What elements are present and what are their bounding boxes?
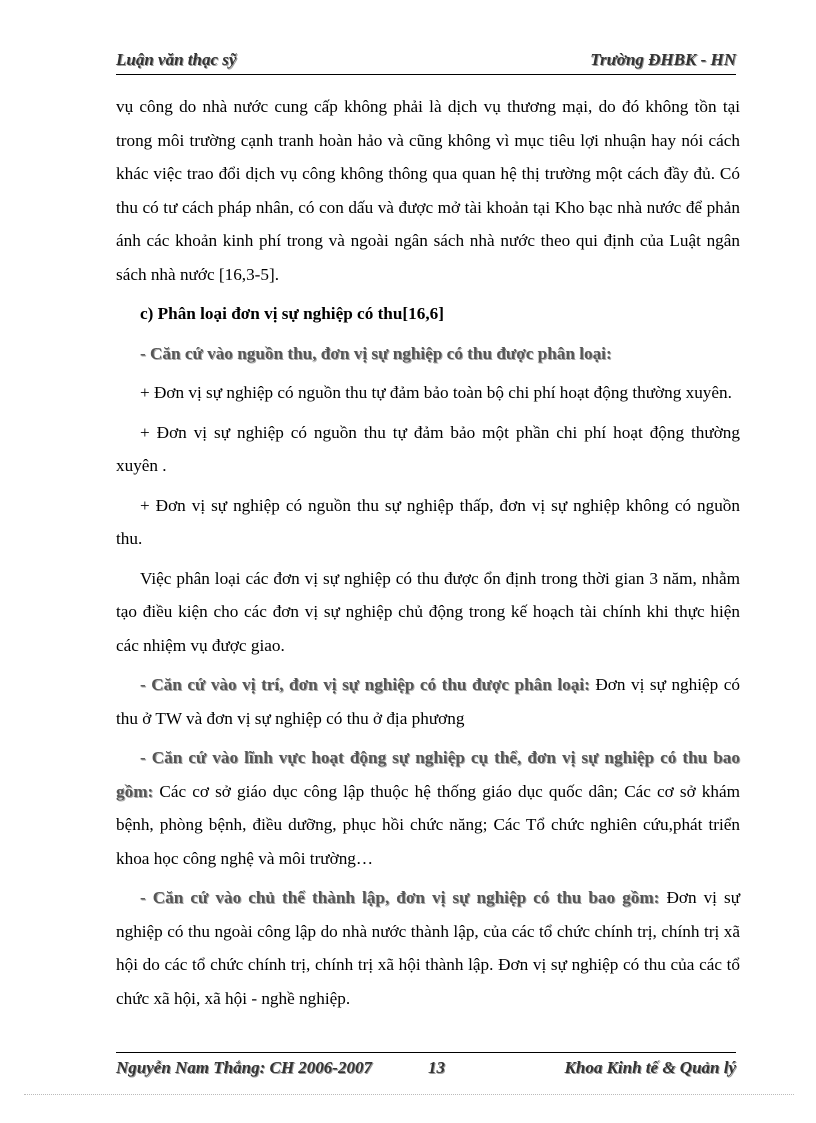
page-bottom-divider — [24, 1094, 794, 1095]
paragraph-5: + Đơn vị sự nghiệp có nguồn thu sự nghiệp thấp, đơn vị sự nghiệp không có nguồn thu. — [116, 495, 740, 548]
paragraph-7 — [116, 668, 740, 735]
criterion-field: - Căn cứ vào lĩnh vực hoạt động sự nghiệp cụ thể, đơn vị sự nghiệp có thu bao gồm: — [116, 748, 740, 801]
footer-author: Nguyễn Nam Thắng: CH 2006-2007 — [116, 1058, 372, 1077]
paragraph-9 — [116, 881, 740, 1015]
paragraph-4: + Đơn vị sự nghiệp có nguồn thu tự đảm bảo một phần chi phí hoạt động thường xuyên . — [116, 422, 740, 475]
paragraph-3: + Đơn vị sự nghiệp có nguồn thu tự đảm bảo toàn bộ chi phí hoạt động thường xuyên. — [140, 383, 732, 402]
criterion-founder: - Căn cứ vào chủ thể thành lập, đơn vị sự nghiệp có thu bao gồm: — [140, 888, 660, 907]
footer-department: Khoa Kinh tế & Quản lý — [564, 1058, 736, 1077]
paragraph-9-text: Đơn vị sự nghiệp có thu ngoài công lập do nhà nước thành lập, của các tổ chức chính trị, chính trị xã hội do các tổ chức chính trị, chính trị xã hội thành lập. Đơn vị sự nghiệp có thu của các tổ chức xã hội, xã hội - nghề nghiệp. — [116, 888, 741, 1008]
paragraph-8 — [116, 741, 740, 875]
paragraph-1: vụ công do nhà nước cung cấp không phải là dịch vụ thương mại, do đó không tồn tại trong môi trường cạnh tranh hoàn hảo và cũng không vì mục tiêu lợi nhuận hay nói cách khác việc trao đổi dịch vụ công không thông qua quan hệ thị trường một cách đầy đủ. Có thu có tư cách pháp nhân, có con dấu và được mở tài khoản tại Kho bạc nhà nước để phản ánh các khoản kinh phí trong và ngoài ngân sách nhà nước theo qui định của Luật ngân sách nhà nước [16,3-5]. — [116, 97, 740, 284]
paragraph-7-text: Đơn vị sự nghiệp có thu ở TW và đơn vị sự nghiệp có thu ở địa phương — [116, 675, 740, 728]
paragraph-6: Việc phân loại các đơn vị sự nghiệp có thu được ổn định trong thời gian 3 năm, nhằm tạo điều kiện cho các đơn vị sự nghiệp chủ động trong kế hoạch tài chính khi thực hiện các nhiệm vụ được giao. — [116, 568, 740, 655]
header-right-text: Trường ĐHBK - HN — [590, 50, 736, 69]
header-left-text: Luận văn thạc sỹ — [116, 50, 237, 69]
paragraph-8-text: Các cơ sở giáo dục công lập thuộc hệ thống giáo dục quốc dân; Các cơ sở khám bệnh, phòng bệnh, điều dưỡng, phục hồi chức năng; Các Tổ chức nghiên cứu,phát triển khoa học công nghệ và môi trường… — [116, 781, 740, 868]
page-number: 13 — [428, 1058, 445, 1077]
criterion-location: - Căn cứ vào vị trí, đơn vị sự nghiệp có thu được phân loại: — [140, 675, 590, 694]
section-heading: c) Phân loại đơn vị sự nghiệp có thu[16,6] — [140, 304, 444, 323]
page-body — [116, 90, 740, 1021]
page-header — [116, 46, 736, 75]
criterion-source: - Căn cứ vào nguồn thu, đơn vị sự nghiệp có thu được phân loại: — [140, 343, 612, 363]
paragraph-2 — [116, 337, 740, 371]
page-footer — [116, 1052, 736, 1079]
